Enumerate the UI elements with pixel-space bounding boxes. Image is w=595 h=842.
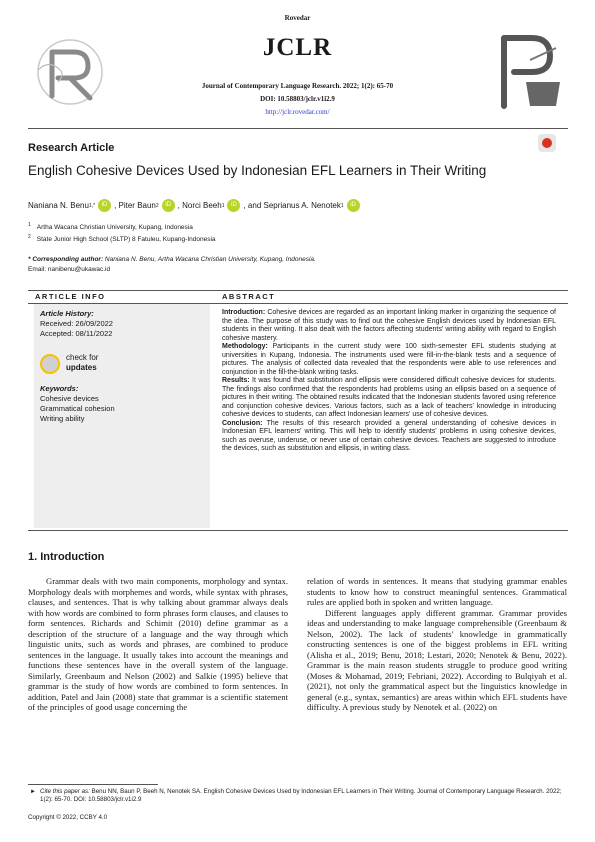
author-sup: 1 [221,202,225,209]
affiliation [28,234,216,243]
intro-label: Introduction: [222,309,266,316]
journal-name: Journal of Contemporary Language Research. 2022; 1(2): 65-70 [201,82,394,90]
header-divider [28,128,568,129]
abstract-methodology [222,343,556,377]
keywords-label: Keywords: [40,384,79,393]
box-bottom-rule [28,530,568,531]
corresponding-author [28,256,316,263]
intro-paragraph: Different languages apply different grammar. Grammar provides ideas and understanding to make language comprehensible (Greenbaum & Nelson, 2002). The lack of students' knowledge in grammatically constructing sentences is one of the biggest problems in EFL writing (Alisha et al., 2019; Benu, 2018; Lestari, 2020; Nenotek & Benu, 2022). Grammar is the main reason students struggle to produce good writing (Moses & Mohamad, 2019; Febriani, 2022). According to Bulqiyah et al. (2021), not only the grammatical aspect but the linguistics knowledge in general (e.g., syntax, semantics) are areas within which EFL students have difficulty. A previous study by Nenotek et al. (2022) on [307,607,567,712]
article-type: Research Article [28,142,115,154]
cite-label: Cite this paper as: [40,788,90,795]
conclusion-label: Conclusion: [222,419,263,427]
author-sup: 1,* [88,202,96,209]
article-info-heading: ARTICLE INFO [35,292,106,301]
check-updates-icon [40,354,60,374]
received-date: Received: 26/09/2022 [40,319,113,328]
orcid-icon[interactable]: iD [98,199,111,212]
article-title: English Cohesive Devices Used by Indonesian EFL Learners in Their Writing [28,163,487,178]
affiliation-num: 1 [28,222,31,228]
email-link[interactable]: Email: nanibenu@ukawac.id [28,266,111,273]
results-text: It was found that substitution and ellipsis were considered difficult cohesive devices for students. The findings also confirmed that the respondents had problems using an ellipsis based on a sequence of pictures in their writing. The obtained results indicated that the Indonesian students favored using reference and conjunction cohesive devices. Various factors, such as a lack of teachers' knowledge in introducing cohesive devices to students, can affect Indonesian learners' use of cohesive devices. [222,377,556,418]
author-sep: , and [243,201,264,210]
author-name: Seprianus A. Nenotek [263,201,341,210]
abstract-introduction [222,309,556,343]
journal-abbrev: JCLR [262,34,333,61]
intro-paragraph: relation of words in sentences. It means that studying grammar enables students to know how to construct meaningful sentences. Grammatical rules are applied both in spoken and written language. [307,576,567,607]
abstract-results [222,377,556,420]
crossmark-icon[interactable] [538,134,556,152]
author-sep: , [177,201,183,210]
abstract-heading: ABSTRACT [222,292,276,301]
intro-text: Cohesive devices are regarded as an important linking marker in organizing the sequence of the idea. The purpose of this study was to find out the cohesive English devices used by Indonesian EFL students in their writing. It also dealt with the factors affecting students' writing ability with regard to English cohesive mastery. [222,309,556,342]
author-sup: 2 [155,202,159,209]
doi: DOI: 10.58803/jclr.v1i2.9 [260,95,335,103]
affiliation-text: State Junior High School (SLTP) 8 Fatuleu, Kupang-Indonesia [36,236,216,244]
citation-footnote [40,788,568,803]
conclusion-text: The results of this research provided a general understanding of cohesive devices in Indonesian EFL learners' writing. This will help to identify students' problems in using cohesive devices, such as overuse, underuse, or never use of certain cohesive devices. Teachers are suggested to introduce the devices, such as substitution and ellipsis, in writing class. [222,419,556,452]
check-updates-line2: updates [66,363,97,372]
accepted-date: Accepted: 08/11/2022 [40,329,113,338]
affiliation-num: 2 [28,234,31,240]
orcid-icon[interactable]: iD [162,199,175,212]
affiliation [28,222,193,231]
intro-column-left: Grammar deals with two main components, morphology and syntax. Morphology deals with morphemes and words, while syntax with phrases, clauses, and sentences. That is why talking about grammar always deals with how words are combined to form phrases form clauses, and clauses to form sentences. Richards and Schimit (2010) define grammar as a description of the structure of a language and the way through which linguistic units, such as words and phrases, are combined to produce sentences in the language. It usually takes into account the meanings and functions these sentences have in the overall system of the language. Similarly, Greenbaum and Nelson (2002) and Salkie (1995) believe that grammar is the study of how words are combined to form sentences. In addition, Patel and Jain (2008) state that grammar is a scientific statement of the principles of good usage concerning the [28,576,288,712]
history-label: Article History: [40,309,94,318]
keyword-item: Grammatical cohesion [40,404,115,413]
results-label: Results: [222,377,250,384]
methods-label: Methodology: [222,343,268,350]
author-name: Piter Baun [118,201,156,210]
keyword-item: Writing ability [40,414,85,423]
author-sep: , [114,201,119,210]
abstract-body [222,309,556,454]
corresponding-label: * Corresponding author: [28,256,104,263]
corresponding-text: Naniana N. Benu, Artha Wacana Christian University, Kupang, Indonesia. [104,256,316,263]
footnote-rule [28,784,158,785]
orcid-icon[interactable]: iD [227,199,240,212]
cite-text: Benu NN, Baun P, Beeh N, Nenotek SA. English Cohesive Devices Used by Indonesian EFL Learners in Their Writing. Journal of Contemporary Language Research. 2022; 1(2): 65-70. DOI: 10.58803/jclr.v1i2.9 [40,788,562,803]
author-name: Norci Beeh [182,201,222,210]
keyword-item: Cohesive devices [40,394,99,403]
section-heading: 1. Introduction [28,551,105,563]
methods-text: Participants in the current study were 100 sixth-semester EFL students studying at universities in Kupang, Indonesia. The instruments used were fill-in-the-blank tests and a sequence of pictures. The analysis of collected data revealed that the respondents were able to use references and conjunction in the fill-the-blank writing tasks. [222,343,556,376]
author-list [28,199,363,212]
check-for-updates-button[interactable] [40,352,110,376]
pointer-icon: ► [30,789,36,795]
author-sup: 1 [340,202,344,209]
orcid-icon[interactable]: iD [347,199,360,212]
box-top-rule [28,290,568,291]
journal-url-link[interactable]: http://jclr.rovedar.com/ [265,108,330,116]
author-name: Naniana N. Benu [28,201,89,210]
publisher-name: Rovedar [284,14,311,22]
abstract-conclusion [222,420,556,454]
affiliation-text: Artha Wacana Christian University, Kupang, Indonesia [36,224,193,232]
check-updates-line1: check for [66,353,99,362]
copyright: Copyright © 2022, CCBY 4.0 [28,814,108,821]
intro-column-right [307,576,567,713]
journal-logo-icon [490,30,570,115]
